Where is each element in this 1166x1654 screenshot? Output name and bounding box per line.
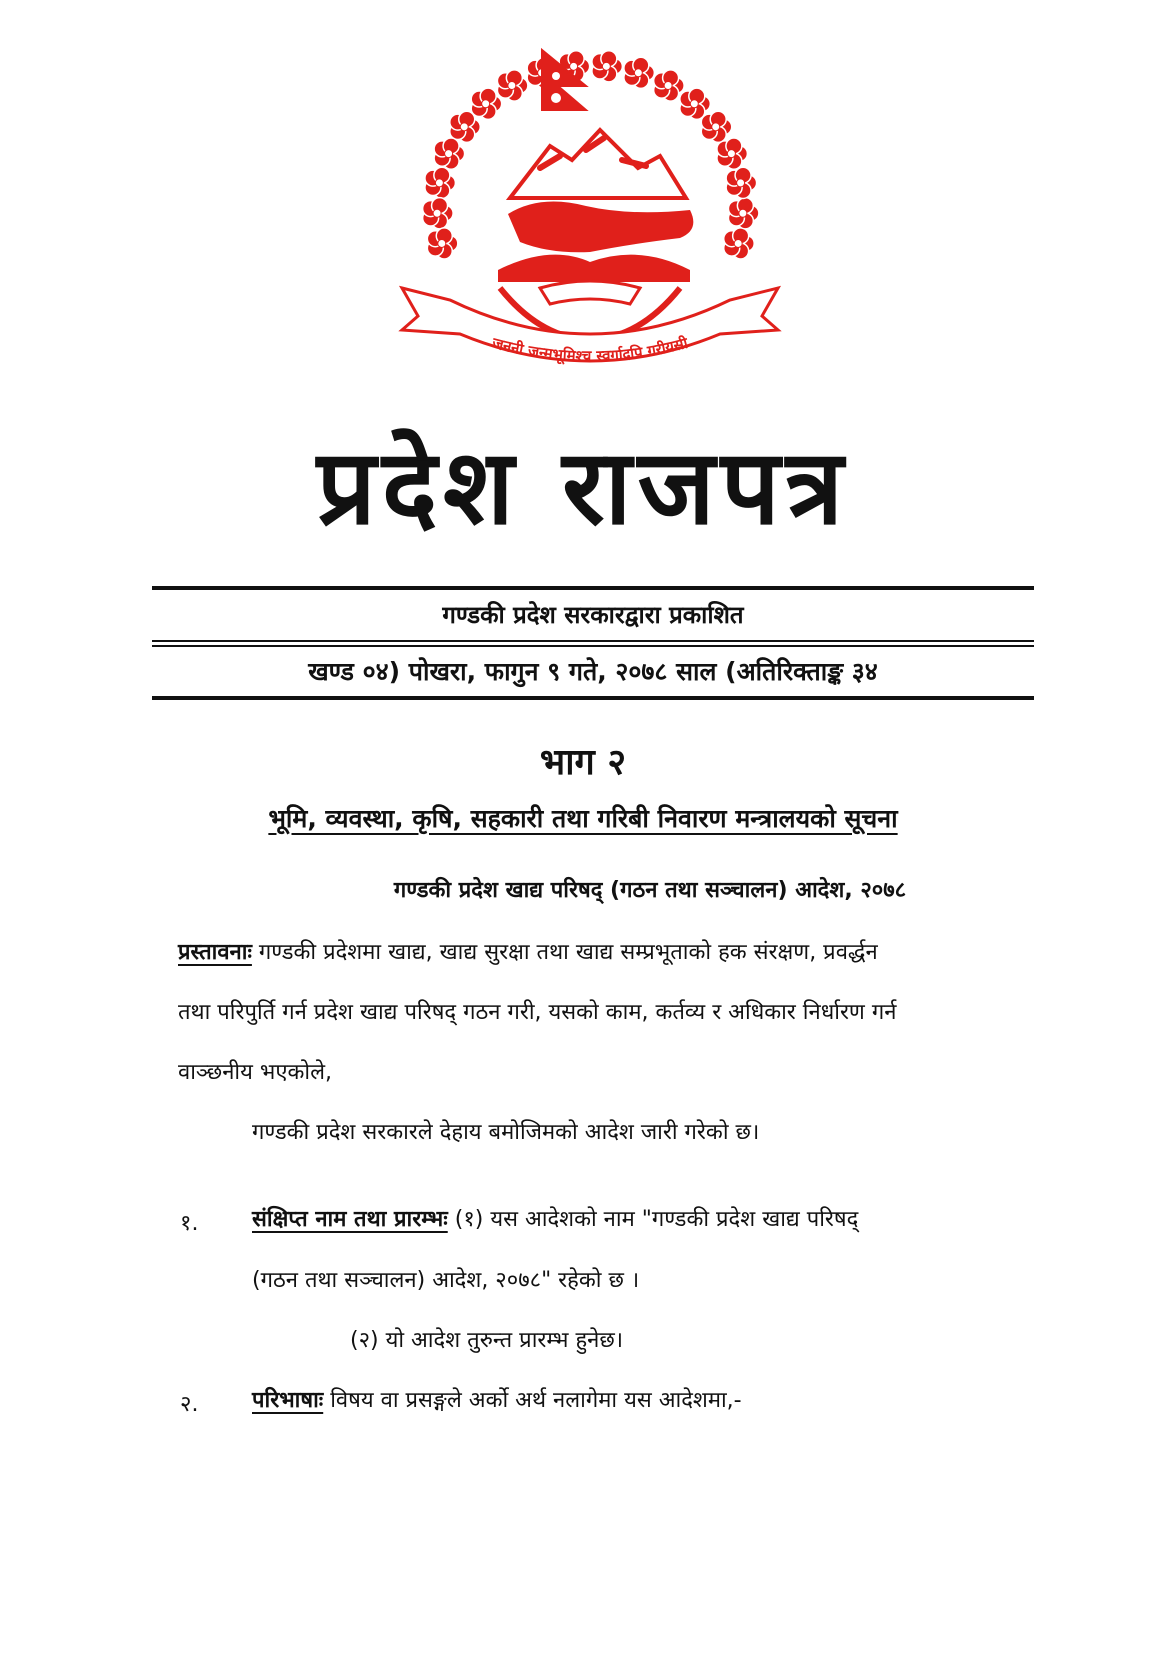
rhododendron-flower-icon — [717, 138, 747, 169]
section-number: १. — [180, 1211, 199, 1236]
rhododendron-flower-icon — [728, 198, 758, 229]
preamble-line-4: गण्डकी प्रदेश सरकारले देहाय बमोजिमको आदेश जारी गरेको छ। — [252, 1120, 760, 1145]
section-heading: संक्षिप्त नाम तथा प्रारम्भः — [252, 1207, 448, 1232]
rhododendron-flower-icon — [425, 167, 455, 198]
rule-double-b — [152, 645, 1034, 647]
ministry-notice: भूमि, व्यवस्था, कृषि, सहकारी तथा गरिबी निवारण मन्त्रालयको सूचना — [268, 804, 898, 833]
rule-bottom — [152, 696, 1034, 700]
rhododendron-flower-icon — [726, 167, 756, 198]
preamble-text-1: गण्डकी प्रदेशमा खाद्य, खाद्य सुरक्षा तथा खाद्य सम्प्रभूताको हक संरक्षण, प्रवर्द्धन — [258, 940, 878, 965]
section-text: विषय वा प्रसङ्गले अर्को अर्थ नलागेमा यस आदेशमा,- — [330, 1388, 742, 1413]
rhododendron-flower-icon — [434, 138, 464, 169]
nepal-emblem — [390, 38, 790, 398]
part-heading: भाग २ — [539, 742, 627, 783]
rule-double-a — [152, 640, 1034, 642]
rhododendron-flower-icon — [724, 228, 754, 259]
preamble-line-2: तथा परिपुर्ति गर्न प्रदेश खाद्य परिषद् गठन गरी, यसको काम, कर्तव्य र अधिकार निर्धारण गर्न — [178, 1000, 897, 1025]
order-title: गण्डकी प्रदेश खाद्य परिषद् (गठन तथा सञ्चालन) आदेश, २०७८ — [393, 878, 907, 903]
section-heading: परिभाषाः — [252, 1388, 324, 1413]
handshake-icon — [540, 281, 640, 304]
rhododendron-flower-icon — [592, 51, 622, 82]
preamble-line-1 — [178, 940, 1038, 966]
rhododendron-flower-icon — [423, 198, 453, 229]
section-1-line-2: (गठन तथा सञ्चालन) आदेश, २०७८" रहेको छ । — [252, 1268, 640, 1293]
section-number: २. — [180, 1392, 199, 1417]
preamble-label: प्रस्तावनाः — [178, 940, 252, 965]
preamble-line-3: वाञ्छनीय भएकोले, — [178, 1060, 333, 1085]
map-icon — [508, 202, 693, 253]
rule-top — [152, 586, 1034, 590]
section-1-line-1 — [252, 1207, 1042, 1233]
gazette-title: प्रदेश राजपत्र — [316, 426, 850, 548]
publisher-line: गण्डकी प्रदेश सरकारद्वारा प्रकाशित — [442, 601, 744, 629]
rhododendron-flower-icon — [497, 70, 527, 101]
rhododendron-flower-icon — [427, 228, 457, 259]
rhododendron-flower-icon — [701, 111, 731, 142]
section-2-line-1 — [252, 1388, 1042, 1414]
issue-line: खण्ड ०४) पोखरा, फागुन ९ गते, २०७८ साल (अतिरिक्ताङ्क ३४ — [308, 657, 878, 686]
rhododendron-flower-icon — [624, 57, 654, 88]
section-1-line-3: (२) यो आदेश तुरुन्त प्रारम्भ हुनेछ। — [350, 1328, 624, 1353]
hills-icon — [498, 255, 690, 282]
section-text: (१) यस आदेशको नाम "गण्डकी प्रदेश खाद्य परिषद् — [454, 1207, 859, 1232]
motto-text: जननी जन्मभूमिश्च स्वर्गादपि गरीयसी — [490, 333, 690, 366]
